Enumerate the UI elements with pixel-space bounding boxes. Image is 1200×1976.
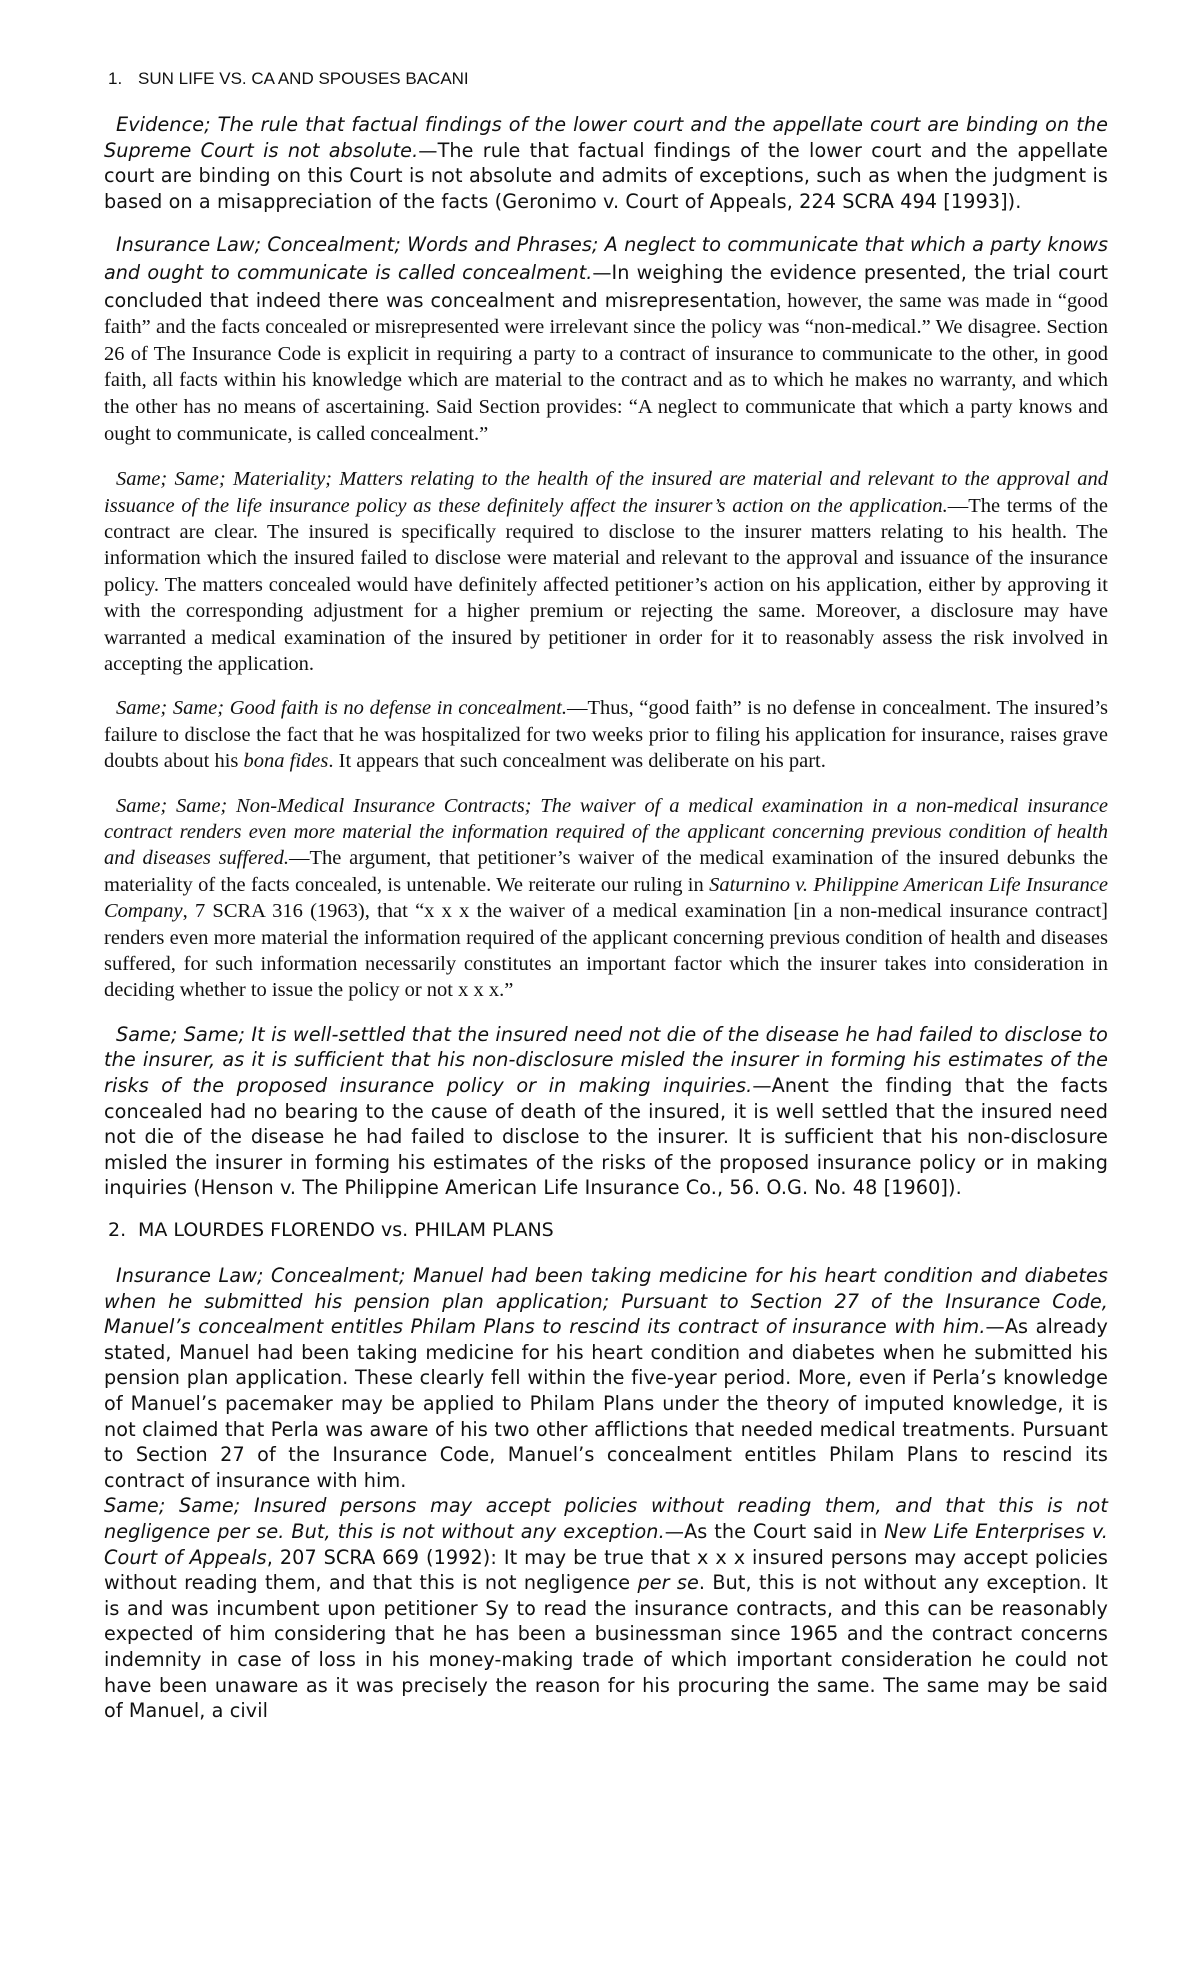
case-heading-1 — [104, 68, 1108, 90]
paragraph-body: —The argument, that petitioner’s waiver of the medical examination of the insured debunks the materiality of the facts concealed, is untenable. We reiterate our ruling in — [104, 847, 1108, 896]
syllabus-paragraph — [104, 1022, 1108, 1201]
case-heading-2 — [104, 1219, 1108, 1241]
case-title: MA LOURDES FLORENDO vs. PHILAM PLANS — [138, 1219, 554, 1241]
paragraph-body: —The terms of the contract are clear. The insured is specifically required to disclose to the insurer matters relating to his health. The information which the insured failed to disclose were material and relevant to the approval and issuance of the insurance policy. The matters concealed would have definitely affected petitioner’s action on his application, either by approving it with the corresponding adjustment for a higher premium or rejecting the same. Moreover, a disclosure may have warranted a medical examination of the insured by petitioner in order for it to reasonably assess the risk involved in accepting the application. — [104, 494, 1108, 675]
syllabus-heading: Insurance Law; Concealment; Manuel had been taking medicine for his heart condition and diabetes when he submitted his pension plan application; Pursuant to Section 27 of the Insurance Code, Manuel’s concealment entitles Philam Plans to rescind its contract of insurance with him. — [104, 1264, 1108, 1339]
italic-term: bona fides — [243, 750, 329, 773]
case-citation: New Life Enterprises v. Court of Appeals — [104, 1519, 1108, 1569]
paragraph-body-continued: . But, this is not without any exception. It is and was incumbent upon petitioner Sy to read the insurance contracts, and this can be reasonably expected of him considering that he has been a businessman since 1965 and the contract concerns indemnity in case of loss in his money-making trade of which important consideration he could not have been unaware as it was precisely the reason for his procuring the same. The same may be said of Manuel, a civil — [104, 1571, 1109, 1723]
syllabus-paragraph — [104, 466, 1108, 677]
paragraph-body: —Anent the finding that the facts concealed had no bearing to the cause of death of the insured, it is well settled that the insured need not die of the disease he had failed to disclose to the insurer. It is sufficient that his non-disclosure misled the insurer in forming his estimates of the risks of the proposed insurance policy or in making inquiries (Henson v. The Philippine American Life Insurance Co., 56. O.G. No. 48 [1960]). — [104, 1074, 1108, 1200]
paragraph-body-continued: , 7 SCRA 316 (1963), that “x x x the waiver of a medical examination [in a non-medical insurance contract] renders even more material the information required of the applicant concerning previous condition of health and diseases suffered, for such information necessarily constitutes an important factor which the insurer takes into consideration in deciding whether to issue the policy or not x x x.” — [104, 900, 1108, 1002]
italic-term: per se — [637, 1571, 699, 1595]
syllabus-paragraph — [104, 232, 1108, 448]
syllabus-paragraph — [104, 695, 1108, 774]
paragraph-body-continued: , 207 SCRA 669 (1992): It may be true that x x x insured persons may accept policies without reading them, and that this is not negligence — [104, 1545, 1108, 1595]
syllabus-heading: Same; Same; It is well-settled that the insured need not die of the disease he had failed to disclose to the insurer, as it is sufficient that his non-disclosure misled the insurer in forming his estimates of the risks of the proposed insurance policy or in making inquiries. — [104, 1022, 1108, 1098]
paragraph-body: —The rule that factual findings of the lower court and the appellate court are binding on this Court is not absolute and admits of exceptions, such as when the judgment is based on a misappreciation of the facts (Geronimo v. Court of Appeals, 224 SCRA 494 [1993]). — [104, 138, 1108, 213]
syllabus-heading: Insurance Law; Concealment; Words and Phrases; A neglect to communicate that which a party knows and ought to communicate is called concealment. — [104, 233, 1108, 284]
case-citation: Saturnino v. Philippine American Life Insurance Company — [104, 873, 1108, 923]
syllabus-heading: Evidence; The rule that factual findings of the lower court and the appellate court are binding on the Supreme Court is not absolute. — [104, 113, 1108, 162]
case-title: SUN LIFE VS. CA AND SPOUSES BACANI — [138, 69, 469, 88]
paragraph-body-continued: . It appears that such concealment was deliberate on his part. — [328, 750, 826, 773]
syllabus-paragraph — [104, 1493, 1108, 1723]
syllabus-heading: Same; Same; Materiality; Matters relating to the health of the insured are material and relevant to the approval and issuance of the life insurance policy as these definitely affect the insurer’s action on the application. — [104, 468, 1108, 517]
syllabus-heading: Same; Same; Insured persons may accept policies without reading them, and that this is not negligence per se. But, this is not without any exception. — [104, 1494, 1108, 1543]
syllabus-paragraph — [104, 1263, 1108, 1493]
paragraph-body: —As already stated, Manuel had been taking medicine for his heart condition and diabetes when he submitted his pension plan application. These clearly fell within the five-year period. More, even if Perla’s knowledge of Manuel’s pacemaker may be applied to Philam Plans under the theory of imputed knowledge, it is not claimed that Perla was aware of his two other afflictions that needed medical treatments. Pursuant to Section 27 of the Insurance Code, Manuel’s concealment entitles Philam Plans to rescind its contract of insurance with him. — [104, 1315, 1108, 1492]
syllabus-heading: Same; Same; Non-Medical Insurance Contracts; The waiver of a medical examination in a non-medical insurance contract renders even more material the information required of the applicant concerning previous condition of health and diseases suffered. — [104, 794, 1108, 870]
case-number: 2. — [108, 1219, 127, 1241]
syllabus-heading: Same; Same; Good faith is no defense in concealment. — [116, 697, 567, 720]
paragraph-body: —As the Court said in — [664, 1519, 885, 1543]
paragraph-body: —In weighing the evidence presented, the trial court concluded that indeed there was concealment and misrepresentati — [104, 260, 1108, 312]
syllabus-paragraph — [104, 793, 1108, 1004]
case-number: 1. — [108, 69, 123, 88]
syllabus-paragraph — [104, 112, 1108, 214]
paragraph-body-continued: on, however, the same was made in “good faith” and the facts concealed or misrepresented were irrelevant since the policy was “non-medical.” We disagree. Section 26 of The Insurance Code is explicit in requiring a party to a contract of insurance to communicate to the other, in good faith, all facts within his knowledge which are material to the contract and as to which he makes no warranty, and which the other has no means of ascertaining. Said Section provides: “A neglect to communicate that which a party knows and ought to communicate, is called concealment.” — [104, 289, 1108, 445]
paragraph-body: —Thus, “good faith” is no defense in concealment. The insured’s failure to disclose the fact that he was hospitalized for two weeks prior to filing his application for insurance, raises grave doubts about his — [104, 697, 1108, 773]
